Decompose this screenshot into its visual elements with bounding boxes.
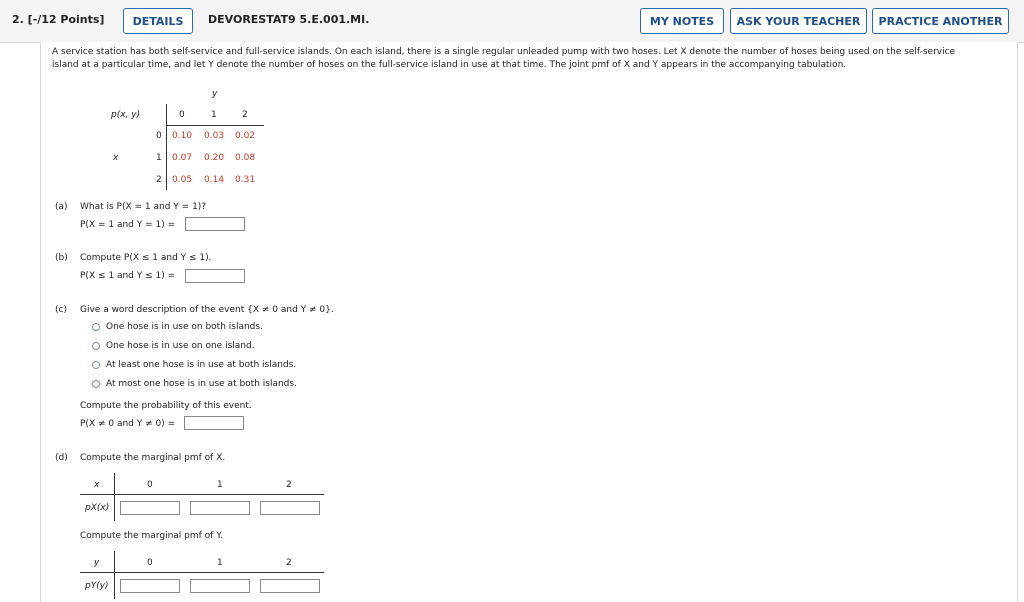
marginal-y-header: y	[94, 558, 100, 568]
joint-table-x-value: 0	[156, 131, 162, 141]
problem-intro-line2: island at a particular time, and let Y denote the number of hoses on the full-service island in use at that time. The joint pmf of X and Y appears in the accompanying tabulation.	[52, 60, 847, 70]
part-c-option-label[interactable]: At most one hose is in use at both islands.	[106, 379, 297, 389]
marginal-x-value: 2	[286, 480, 292, 490]
marginal-x-row-label: pX(x)	[85, 503, 110, 513]
marginal-x-input[interactable]	[120, 501, 180, 515]
joint-table-cell: 0.08	[235, 153, 256, 163]
marginal-y-header-rule	[80, 572, 324, 573]
joint-table-y-label: y	[212, 89, 218, 99]
joint-table-x-value: 2	[156, 175, 162, 185]
part-c-option-radio[interactable]	[92, 323, 100, 331]
part-b-answer-input[interactable]	[185, 269, 245, 283]
joint-table-cell: 0.05	[172, 175, 193, 185]
part-a-answer-label: P(X = 1 and Y = 1) =	[80, 220, 176, 230]
question-header-bar	[0, 0, 1024, 43]
joint-table-cell: 0.10	[172, 131, 193, 141]
question-number: 2. [-/12 Points]	[12, 13, 105, 26]
joint-table-corner-label: p(x, y)	[111, 110, 141, 120]
marginal-y-prompt: Compute the marginal pmf of Y.	[80, 531, 223, 541]
marginal-y-value: 0	[147, 558, 153, 568]
part-b-question: Compute P(X ≤ 1 and Y ≤ 1).	[80, 253, 212, 263]
part-b-answer-label: P(X ≤ 1 and Y ≤ 1) =	[80, 271, 176, 281]
my-notes-button[interactable]: MY NOTES	[640, 8, 724, 34]
marginal-y-input[interactable]	[120, 579, 180, 593]
marginal-x-divider	[114, 473, 115, 521]
marginal-y-input[interactable]	[190, 579, 250, 593]
marginal-x-header-rule	[80, 494, 324, 495]
marginal-x-value: 1	[217, 480, 223, 490]
marginal-x-value: 0	[147, 480, 153, 490]
part-b-label: (b)	[55, 253, 68, 263]
joint-table-cell: 0.20	[204, 153, 225, 163]
practice-another-button[interactable]: PRACTICE ANOTHER	[872, 8, 1009, 34]
part-d-label: (d)	[55, 453, 68, 463]
part-a-answer-input[interactable]	[185, 217, 245, 231]
marginal-x-header: x	[94, 480, 100, 490]
part-c-option-label[interactable]: One hose is in use on both islands.	[106, 322, 263, 332]
joint-table-y-value: 2	[242, 110, 248, 120]
part-a-question: What is P(X = 1 and Y = 1)?	[80, 202, 207, 212]
joint-table-x-label: x	[113, 153, 119, 163]
question-id: DEVORESTAT9 5.E.001.MI.	[208, 13, 370, 26]
joint-table-y-value: 1	[211, 110, 217, 120]
problem-intro-line1: A service station has both self-service and full-service islands. On each island, there is a single regular unleaded pump with two hoses. Let X denote the number of hoses being used on the self-service	[52, 47, 956, 57]
part-c-option-label[interactable]: At least one hose is in use at both islands.	[106, 360, 297, 370]
marginal-x-input[interactable]	[260, 501, 320, 515]
joint-table-x-value: 1	[156, 153, 162, 163]
marginal-y-divider	[114, 551, 115, 599]
joint-table-y-value: 0	[179, 110, 185, 120]
marginal-y-value: 1	[217, 558, 223, 568]
joint-table-cell: 0.07	[172, 153, 193, 163]
joint-table-header-rule	[166, 125, 264, 126]
part-c-compute-prompt: Compute the probability of this event.	[80, 401, 252, 411]
marginal-y-input[interactable]	[260, 579, 320, 593]
part-a-label: (a)	[55, 202, 68, 212]
part-c-option-label[interactable]: One hose is in use on one island.	[106, 341, 255, 351]
part-c-option-radio[interactable]	[92, 342, 100, 350]
part-c-option-radio[interactable]	[92, 380, 100, 388]
part-c-option-radio[interactable]	[92, 361, 100, 369]
part-d-question: Compute the marginal pmf of X.	[80, 453, 226, 463]
part-c-label: (c)	[55, 305, 67, 315]
part-c-answer-label: P(X ≠ 0 and Y ≠ 0) =	[80, 419, 176, 429]
marginal-x-input[interactable]	[190, 501, 250, 515]
marginal-y-value: 2	[286, 558, 292, 568]
marginal-y-row-label: pY(y)	[85, 581, 109, 591]
ask-your-teacher-button[interactable]: ASK YOUR TEACHER	[730, 8, 867, 34]
joint-table-cell: 0.03	[204, 131, 225, 141]
joint-table-cell: 0.14	[204, 175, 225, 185]
joint-table-divider	[166, 104, 167, 190]
part-c-answer-input[interactable]	[184, 416, 244, 430]
details-button[interactable]: DETAILS	[123, 8, 193, 34]
part-c-question: Give a word description of the event {X ≠ 0 and Y ≠ 0}.	[80, 305, 334, 315]
joint-table-cell: 0.31	[235, 175, 256, 185]
joint-table-cell: 0.02	[235, 131, 256, 141]
